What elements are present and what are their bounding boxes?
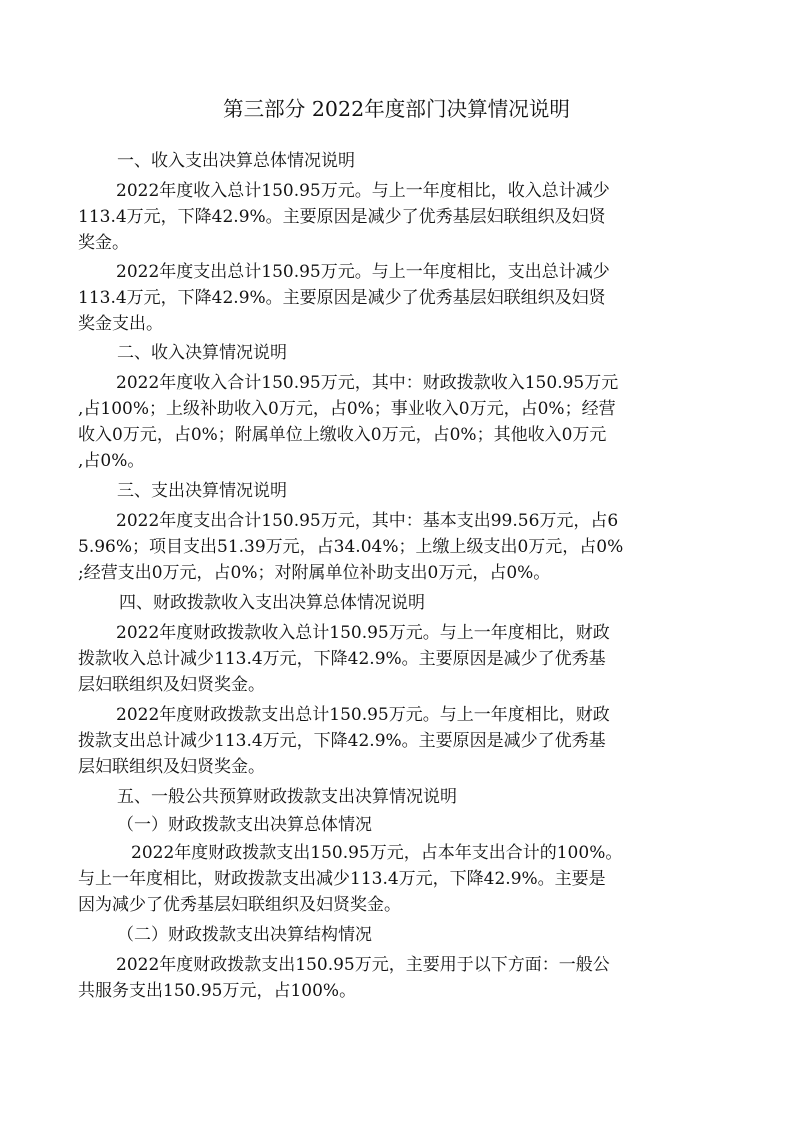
section-heading-1: 一、收入支出决算总体情况说明 bbox=[117, 151, 355, 171]
paragraph-line: 与上一年度相比，财政拨款支出减少113.4万元，下降42.9%。主要是 bbox=[78, 869, 606, 889]
paragraph-line: 共服务支出150.95万元，占100%。 bbox=[78, 981, 357, 1001]
paragraph-line: 2022年度支出总计150.95万元。与上一年度相比，支出总计减少 bbox=[116, 262, 610, 282]
paragraph-line: 奖金支出。 bbox=[78, 314, 163, 334]
section-heading-4: 四、财政拨款收入支出决算总体情况说明 bbox=[119, 593, 425, 613]
paragraph-line: 2022年度收入合计150.95万元，其中：财政拨款收入150.95万元 bbox=[116, 373, 619, 393]
paragraph-line: 2022年度财政拨款支出150.95万元，主要用于以下方面：一般公 bbox=[116, 955, 610, 975]
paragraph-line: 2022年度支出合计150.95万元，其中：基本支出99.56万元，占6 bbox=[116, 511, 619, 531]
paragraph-line: 2022年度财政拨款支出总计150.95万元。与上一年度相比，财政 bbox=[116, 705, 610, 725]
paragraph-line: ,占0%。 bbox=[78, 451, 145, 471]
paragraph-line: 2022年度财政拨款收入总计150.95万元。与上一年度相比，财政 bbox=[116, 623, 610, 643]
section-heading-5: 五、一般公共预算财政拨款支出决算情况说明 bbox=[117, 787, 457, 807]
paragraph-line: 奖金。 bbox=[78, 233, 129, 253]
paragraph-line: 拨款收入总计减少113.4万元，下降42.9%。主要原因是减少了优秀基 bbox=[78, 649, 606, 669]
paragraph-line: ;经营支出0万元，占0%；对附属单位补助支出0万元，占0%。 bbox=[78, 563, 551, 583]
paragraph-line: 拨款支出总计减少113.4万元，下降42.9%。主要原因是减少了优秀基 bbox=[78, 731, 606, 751]
paragraph-line: 113.4万元，下降42.9%。主要原因是减少了优秀基层妇联组织及妇贤 bbox=[78, 207, 606, 227]
section-heading-3: 三、支出决算情况说明 bbox=[117, 481, 287, 501]
page-title: 第三部分 2022年度部门决算情况说明 bbox=[222, 97, 570, 121]
paragraph-line: 因为减少了优秀基层妇联组织及妇贤奖金。 bbox=[78, 895, 401, 915]
section-heading-2: 二、收入决算情况说明 bbox=[117, 343, 287, 363]
subsection-heading: （一）财政拨款支出决算总体情况 bbox=[117, 815, 372, 835]
paragraph-line: 层妇联组织及妇贤奖金。 bbox=[78, 757, 265, 777]
paragraph-line: 收入0万元，占0%；附属单位上缴收入0万元，占0%；其他收入0万元 bbox=[78, 425, 607, 445]
paragraph-line: 5.96%；项目支出51.39万元，占34.04%；上缴上级支出0万元，占0% bbox=[78, 537, 624, 557]
paragraph-line: ,占100%；上级补助收入0万元，占0%；事业收入0万元，占0%；经营 bbox=[78, 399, 616, 419]
paragraph-line: 层妇联组织及妇贤奖金。 bbox=[78, 675, 265, 695]
paragraph-line: 113.4万元，下降42.9%。主要原因是减少了优秀基层妇联组织及妇贤 bbox=[78, 288, 606, 308]
paragraph-line: 2022年度财政拨款支出150.95万元，占本年支出合计的100%。 bbox=[131, 843, 623, 863]
paragraph-line: 2022年度收入总计150.95万元。与上一年度相比，收入总计减少 bbox=[116, 181, 610, 201]
subsection-heading: （二）财政拨款支出决算结构情况 bbox=[117, 925, 372, 945]
